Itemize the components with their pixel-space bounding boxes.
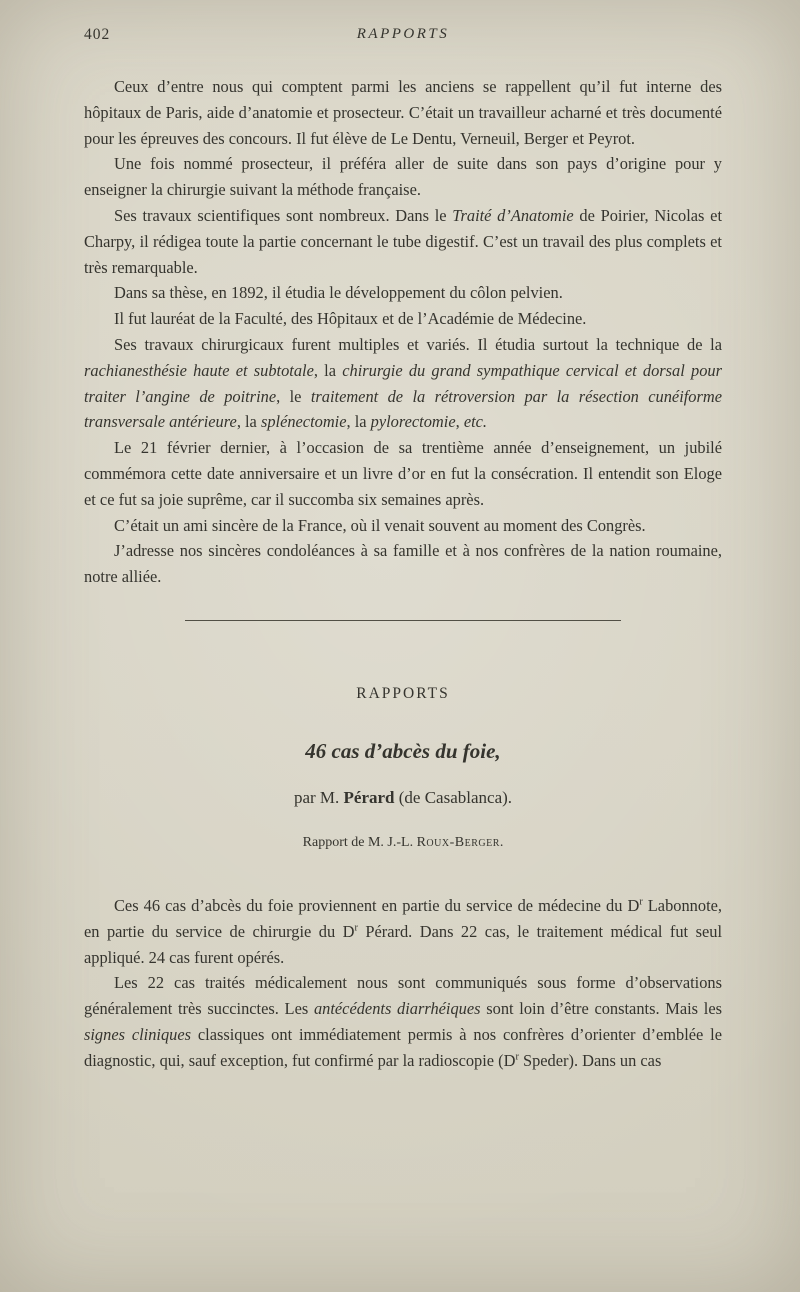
text-run: pylorectomie — [370, 412, 456, 432]
paragraph — [84, 74, 722, 151]
text-run: , — [455, 412, 464, 432]
text-run: Une fois nommé prosecteur, il préféra aller de suite dans son pays d’origine pour y enseigner la chirurgie suivant la méthode française. — [84, 154, 722, 200]
text-run: signes cliniques — [84, 1024, 192, 1044]
attribution — [84, 835, 722, 851]
text-run: Speder). Dans un cas — [518, 1050, 662, 1070]
byline — [84, 788, 722, 808]
text-run: J’adresse nos sincères condoléances à sa famille et à nos confrères de la nation roumaine, notre alliée. — [84, 541, 722, 587]
text-run: r — [515, 1051, 519, 1063]
text-run: splénectomie — [260, 412, 347, 432]
text-run: Ses travaux scientifiques sont nombreux. Dans le — [114, 205, 453, 225]
text-run: sont loin d’être constants. Mais les — [480, 999, 722, 1019]
text-run: Traité d’Anatomie — [452, 205, 574, 225]
paragraph — [84, 538, 722, 590]
running-title: RAPPORTS — [356, 26, 450, 42]
text-run: , le — [276, 386, 311, 406]
text-run: Rapport de M. J.-L. — [302, 834, 417, 850]
page-header — [84, 26, 722, 48]
text-run: classiques ont immédiatement permis à nos confrères d’orienter d’emblée le diagnostic, qui, sauf exception, fut confirmé par la radioscopie (D — [84, 1024, 722, 1070]
section-heading: RAPPORTS — [356, 684, 450, 702]
text-run: de Poirier, Nicolas et Charpy, il rédigea toute la partie concernant le tube digestif. C’est un travail des plus complets et très remarquable. — [84, 205, 722, 277]
text-run: Il fut lauréat de la Faculté, des Hôpitaux et de l’Académie de Médecine. — [114, 309, 587, 329]
text-run: , la — [236, 412, 261, 432]
text-run: Dans sa thèse, en 1892, il étudia le développement du côlon pelvien. — [114, 283, 563, 303]
text-run: Ses travaux chirurgicaux furent multiples et variés. Il étudia surtout la technique de la — [114, 334, 722, 354]
paragraph — [84, 203, 722, 280]
paragraph — [84, 280, 722, 306]
text-run: C’était un ami sincère de la France, où il venait souvent au moment des Congrès. — [114, 515, 646, 535]
text-run: Roux-Berger — [416, 834, 500, 850]
paragraph — [84, 151, 722, 203]
text-run: r — [354, 922, 358, 934]
page-number: 402 — [84, 26, 111, 43]
text-run: par M. — [293, 787, 344, 807]
text-run: traitement de la rétroversion par la résection cunéiforme transversale antérieure — [84, 386, 722, 432]
text-run: r — [639, 896, 643, 908]
obituary-section — [84, 74, 722, 590]
paragraph — [84, 893, 722, 970]
section-divider — [185, 620, 621, 621]
text-run: (de Casablanca). — [394, 787, 513, 807]
paragraph — [84, 332, 722, 435]
text-run: Ces 46 cas d’abcès du foie proviennent en partie du service de médecine du D — [114, 895, 640, 915]
article-title: 46 cas d’abcès du foie, — [305, 738, 501, 763]
text-run: Pérard — [343, 787, 395, 807]
text-run: , la — [346, 412, 371, 432]
text-run: Labonnote, en partie du service de chirurgie du D — [84, 895, 722, 941]
text-run: antécédents diarrhéiques — [313, 999, 481, 1019]
text-run: Les 22 cas traités médicalement nous sont communiqués sous forme d’observations généralement très succinctes. Les — [84, 973, 722, 1019]
text-run: chirurgie du grand sympathique cervical et dorsal pour traiter l’angine de poitrine — [84, 360, 722, 406]
paragraph — [84, 306, 722, 332]
text-run: , la — [313, 360, 343, 380]
text-run: rachianesthésie haute et subtotale — [84, 360, 314, 380]
report-body — [84, 893, 722, 1074]
text-run: Ceux d’entre nous qui comptent parmi les anciens se rappellent qu’il fut interne des hôpitaux de Paris, aide d’anatomie et prosecteur. C’était un travailleur acharné et très documenté pour les épreuves des concours. Il fut élève de Le Dentu, Verneuil, Berger et Peyrot. — [84, 77, 722, 148]
paragraph — [84, 435, 722, 512]
paragraph — [84, 513, 722, 539]
paragraph — [84, 970, 722, 1073]
text-run: etc. — [463, 412, 488, 432]
text-run: Le 21 février dernier, à l’occasion de sa trentième année d’enseignement, un jubilé commémora cette date anniversaire et un livre d’or en fut la consécration. Il entendit son Eloge et ce fut sa joie suprême, car il succomba six semaines après. — [84, 438, 722, 509]
text-run: . — [499, 834, 504, 850]
report-section — [84, 685, 722, 1074]
text-run: Pérard. Dans 22 cas, le traitement médical fut seul appliqué. 24 cas furent opérés. — [84, 921, 722, 967]
